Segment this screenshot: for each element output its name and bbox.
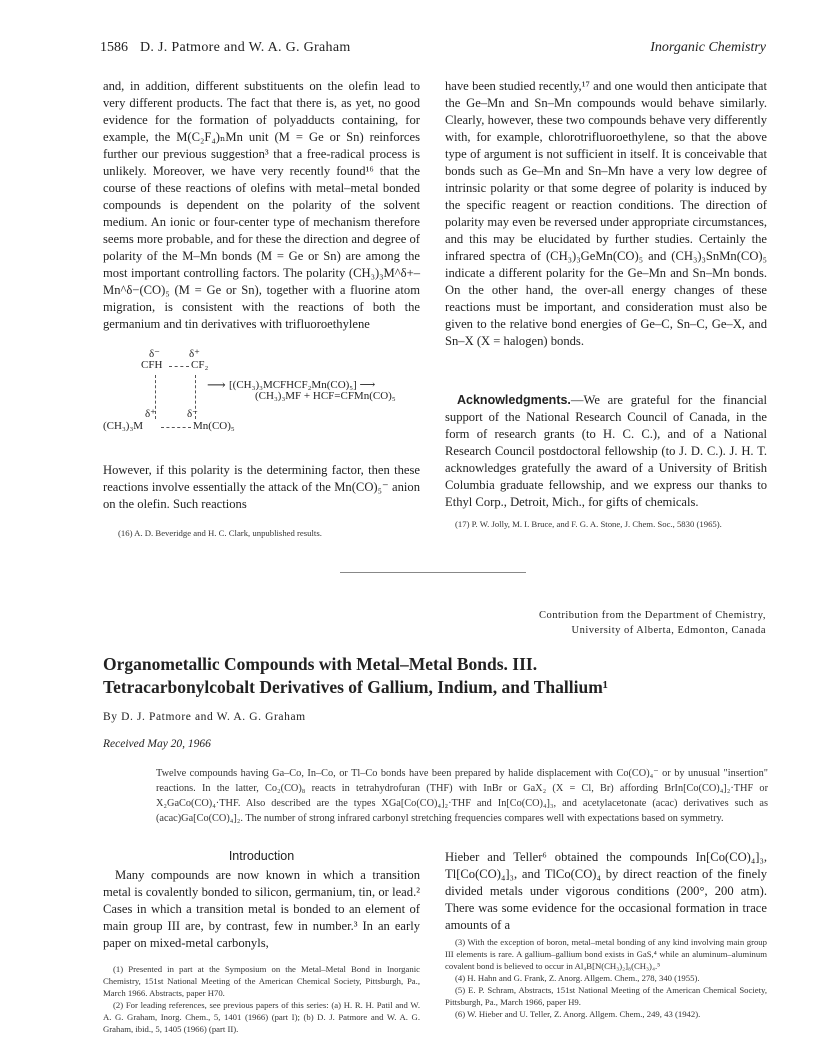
received-date: Received May 20, 1966: [103, 738, 211, 750]
acknowledgments-text: —We are grateful for the financial support of the National Research Council of Canada, in the form of research grants (to H. C. C.), and of a National Research Council postdoctoral fellowship (to J. D. C.). J. H. T. acknowledges gratefully the award of a University of British Columbia graduate fellowship, and we express our thanks to Ethyl Corp., Detroit, Mich., for gifts of chemicals.: [445, 393, 767, 509]
article-divider: [340, 572, 526, 573]
scheme-olefin-bond: [169, 366, 189, 367]
scheme-metal-bond: [161, 427, 191, 428]
footnote-2: (2) For leading references, see previous papers of this series: (a) H. R. H. Patil and W. A. G. Graham, Inorg. Chem., 5, 1401 (1966) (part I); (b) D. J. Patmore and W. A. G. Graham, ibid., 5, 1405 (1966) (part II).: [103, 1000, 420, 1034]
footnote-3: (3) With the exception of boron, metal–metal bonding of any kind involving main group III elements is rare. A gallium–gallium bond exists in GaS,⁴ while an aluminum–aluminum covalent bond is believed to occur in Al₄B[N(CH₃)₂]₈(CH₃)₄.⁵: [445, 937, 767, 971]
scheme-delta-minus-bottom: δ⁻: [187, 408, 198, 420]
scheme-product-line1: [(CH₃)₃MCFHCF₂Mn(CO)₅] ⟶: [229, 379, 376, 391]
scheme-reaction-arrow: ⟶: [207, 377, 226, 392]
page-number: 1586: [100, 40, 128, 55]
abstract: Twelve compounds having Ga–Co, In–Co, or Tl–Co bonds have been prepared by halide displacement with Co(CO)₄⁻ or by unusual "insertion" reactions. In the latter, Co₂(CO)₈ reacts in tetrahydrofuran (THF) with InBr or GaX₂ (X = Cl, Br) affording BrIn[Co(CO)₄]₂·THF or X₂GaCo(CO)₄·THF. Also described are the types XGa[Co(CO)₄]₂·THF and In[Co(CO)₄]₃, and acetylacetonate (acac) derivatives such as (acac)Ga[Co(CO)₄]₂. The number of strong infrared carbonyl stretching frequencies compares well with expectations based on symmetry.: [156, 768, 768, 824]
scheme-delta-plus-top: δ⁺: [189, 348, 200, 360]
article-title-line1: Organometallic Compounds with Metal–Metal Bonds. III.: [103, 654, 538, 674]
scheme-metal-right: Mn(CO)₅: [193, 420, 235, 432]
footnote-5: (5) E. P. Schram, Abstracts, 151st National Meeting of the American Chemical Society, Pittsburgh, Pa., March 1966, paper H9.: [445, 985, 767, 1007]
article-title-line2: Tetracarbonylcobalt Derivatives of Gallium, Indium, and Thallium¹: [103, 677, 609, 697]
article-title: [103, 653, 767, 699]
scheme-olefin-right: CF₂: [191, 359, 209, 371]
footnote-16: (16) A. D. Beveridge and H. C. Clark, unpublished results.: [118, 528, 322, 538]
left-column-after-scheme: However, if this polarity is the determining factor, then these reactions involve essentially the attack of the Mn(CO)₅⁻ anion on the olefin. Such reactions: [103, 463, 420, 511]
scheme-delta-minus-top: δ⁻: [149, 348, 160, 360]
acknowledgments: [445, 392, 767, 511]
scheme-olefin-left: CFH: [141, 359, 163, 371]
reaction-scheme: [103, 347, 423, 443]
left-column-paragraph: and, in addition, different substituents on the olefin lead to very different products. The fact that there is, as yet, no good evidence for the formation of polyadducts containing, for example, the M(C₂F₄)ₙMn unit (M = Ge or Sn) reinforces further our previous suggestion³ that a free-radical process is unlikely. Moreover, we have very recently found¹⁶ that the course of these reactions of olefins with metal–metal bonded compounds is dependent on the polarity of the solvent medium. An ionic or four-center type of mechanism therefore seems more probable, and for these the direction and degree of polarity of the M–Mn bonds (M = Ge or Sn) are among the most important controlling factors. The polarity (CH₃)₃M^δ+–Mn^δ−(CO)₅ (M = Ge or Sn), together with a fluorine atom migration, is consistent with the reactions of both the germanium and tin derivatives with trifluoroethylene: [103, 79, 420, 331]
introduction-right-footnotes: [445, 936, 767, 1020]
scheme-metal-left: (CH₃)₃M: [103, 420, 144, 432]
byline: By D. J. Patmore and W. A. G. Graham: [103, 711, 306, 723]
introduction-right-paragraph: Hieber and Teller⁶ obtained the compounds In[Co(CO)₄]₃, Tl[Co(CO)₄]₃, and TlCo(CO)₄ by direct reaction of the finely divided metals under vigorous conditions (200°, 200 atm). There was some evidence for the occasional formation in trace amounts of a: [445, 850, 767, 932]
introduction-left-footnotes: [103, 963, 420, 1035]
journal-name: Inorganic Chemistry: [650, 40, 766, 55]
contribution-line2: University of Alberta, Edmonton, Canada: [571, 625, 766, 636]
acknowledgments-heading: Acknowledgments.: [457, 393, 571, 407]
footnote-17: (17) P. W. Jolly, M. I. Bruce, and F. G. A. Stone, J. Chem. Soc., 5830 (1965).: [455, 519, 722, 529]
scheme-delta-plus-bottom: δ⁺: [145, 408, 156, 420]
scheme-product-line2: (CH₃)₃MF + HCF=CFMn(CO)₅: [255, 390, 396, 402]
contribution-line1: Contribution from the Department of Chemistry,: [538, 610, 766, 621]
footnote-4: (4) H. Hahn and G. Frank, Z. Anorg. Allgem. Chem., 278, 340 (1955).: [455, 973, 700, 983]
running-authors: D. J. Patmore and W. A. G. Graham: [140, 40, 351, 55]
introduction-heading: Introduction: [228, 849, 295, 863]
introduction-left-paragraph: Many compounds are now known in which a transition metal is covalently bonded to silicon, germanium, tin, or lead.² Cases in which a transition metal is bonded to an element of main group III are, by contrast, few in number.³ In an early paper on mixed-metal carbonyls,: [103, 868, 420, 950]
footnote-1: (1) Presented in part at the Symposium on the Metal–Metal Bond in Inorganic Chemistry, 151st National Meeting of the American Chemical Society, Pittsburgh, Pa., March 1966. Abstracts, paper H70.: [103, 964, 420, 998]
footnote-6: (6) W. Hieber and U. Teller, Z. Anorg. Allgem. Chem., 249, 43 (1942).: [455, 1009, 701, 1019]
right-column-paragraph: have been studied recently,¹⁷ and one would then anticipate that the Ge–Mn and Sn–Mn compounds would behave similarly. Clearly, however, these two compounds behave very differently with, for example, chlorotrifluoroethylene, so that the above type of argument is not sufficient in itself. It is conceivable that bonds such as Ge–Mn and Sn–Mn have a very low degree of intrinsic polarity or that some degree of polarity is induced by the specific reagent or reaction conditions. The direction of polarity may even be reversed under appropriate circumstances, and this may be elucidated by further studies. Certainly the infrared spectra of (CH₃)₃GeMn(CO)₅ and (CH₃)₃SnMn(CO)₅ indicate a different polarity for the Ge–Mn and Sn–Mn bonds. On the other hand, the over-all energy changes of these reactions must be important, and consideration must also be given to the relative bond energies of Ge–C, Sn–C, Ge–X, and Sn–X (X = halogen) bonds.: [445, 79, 767, 348]
